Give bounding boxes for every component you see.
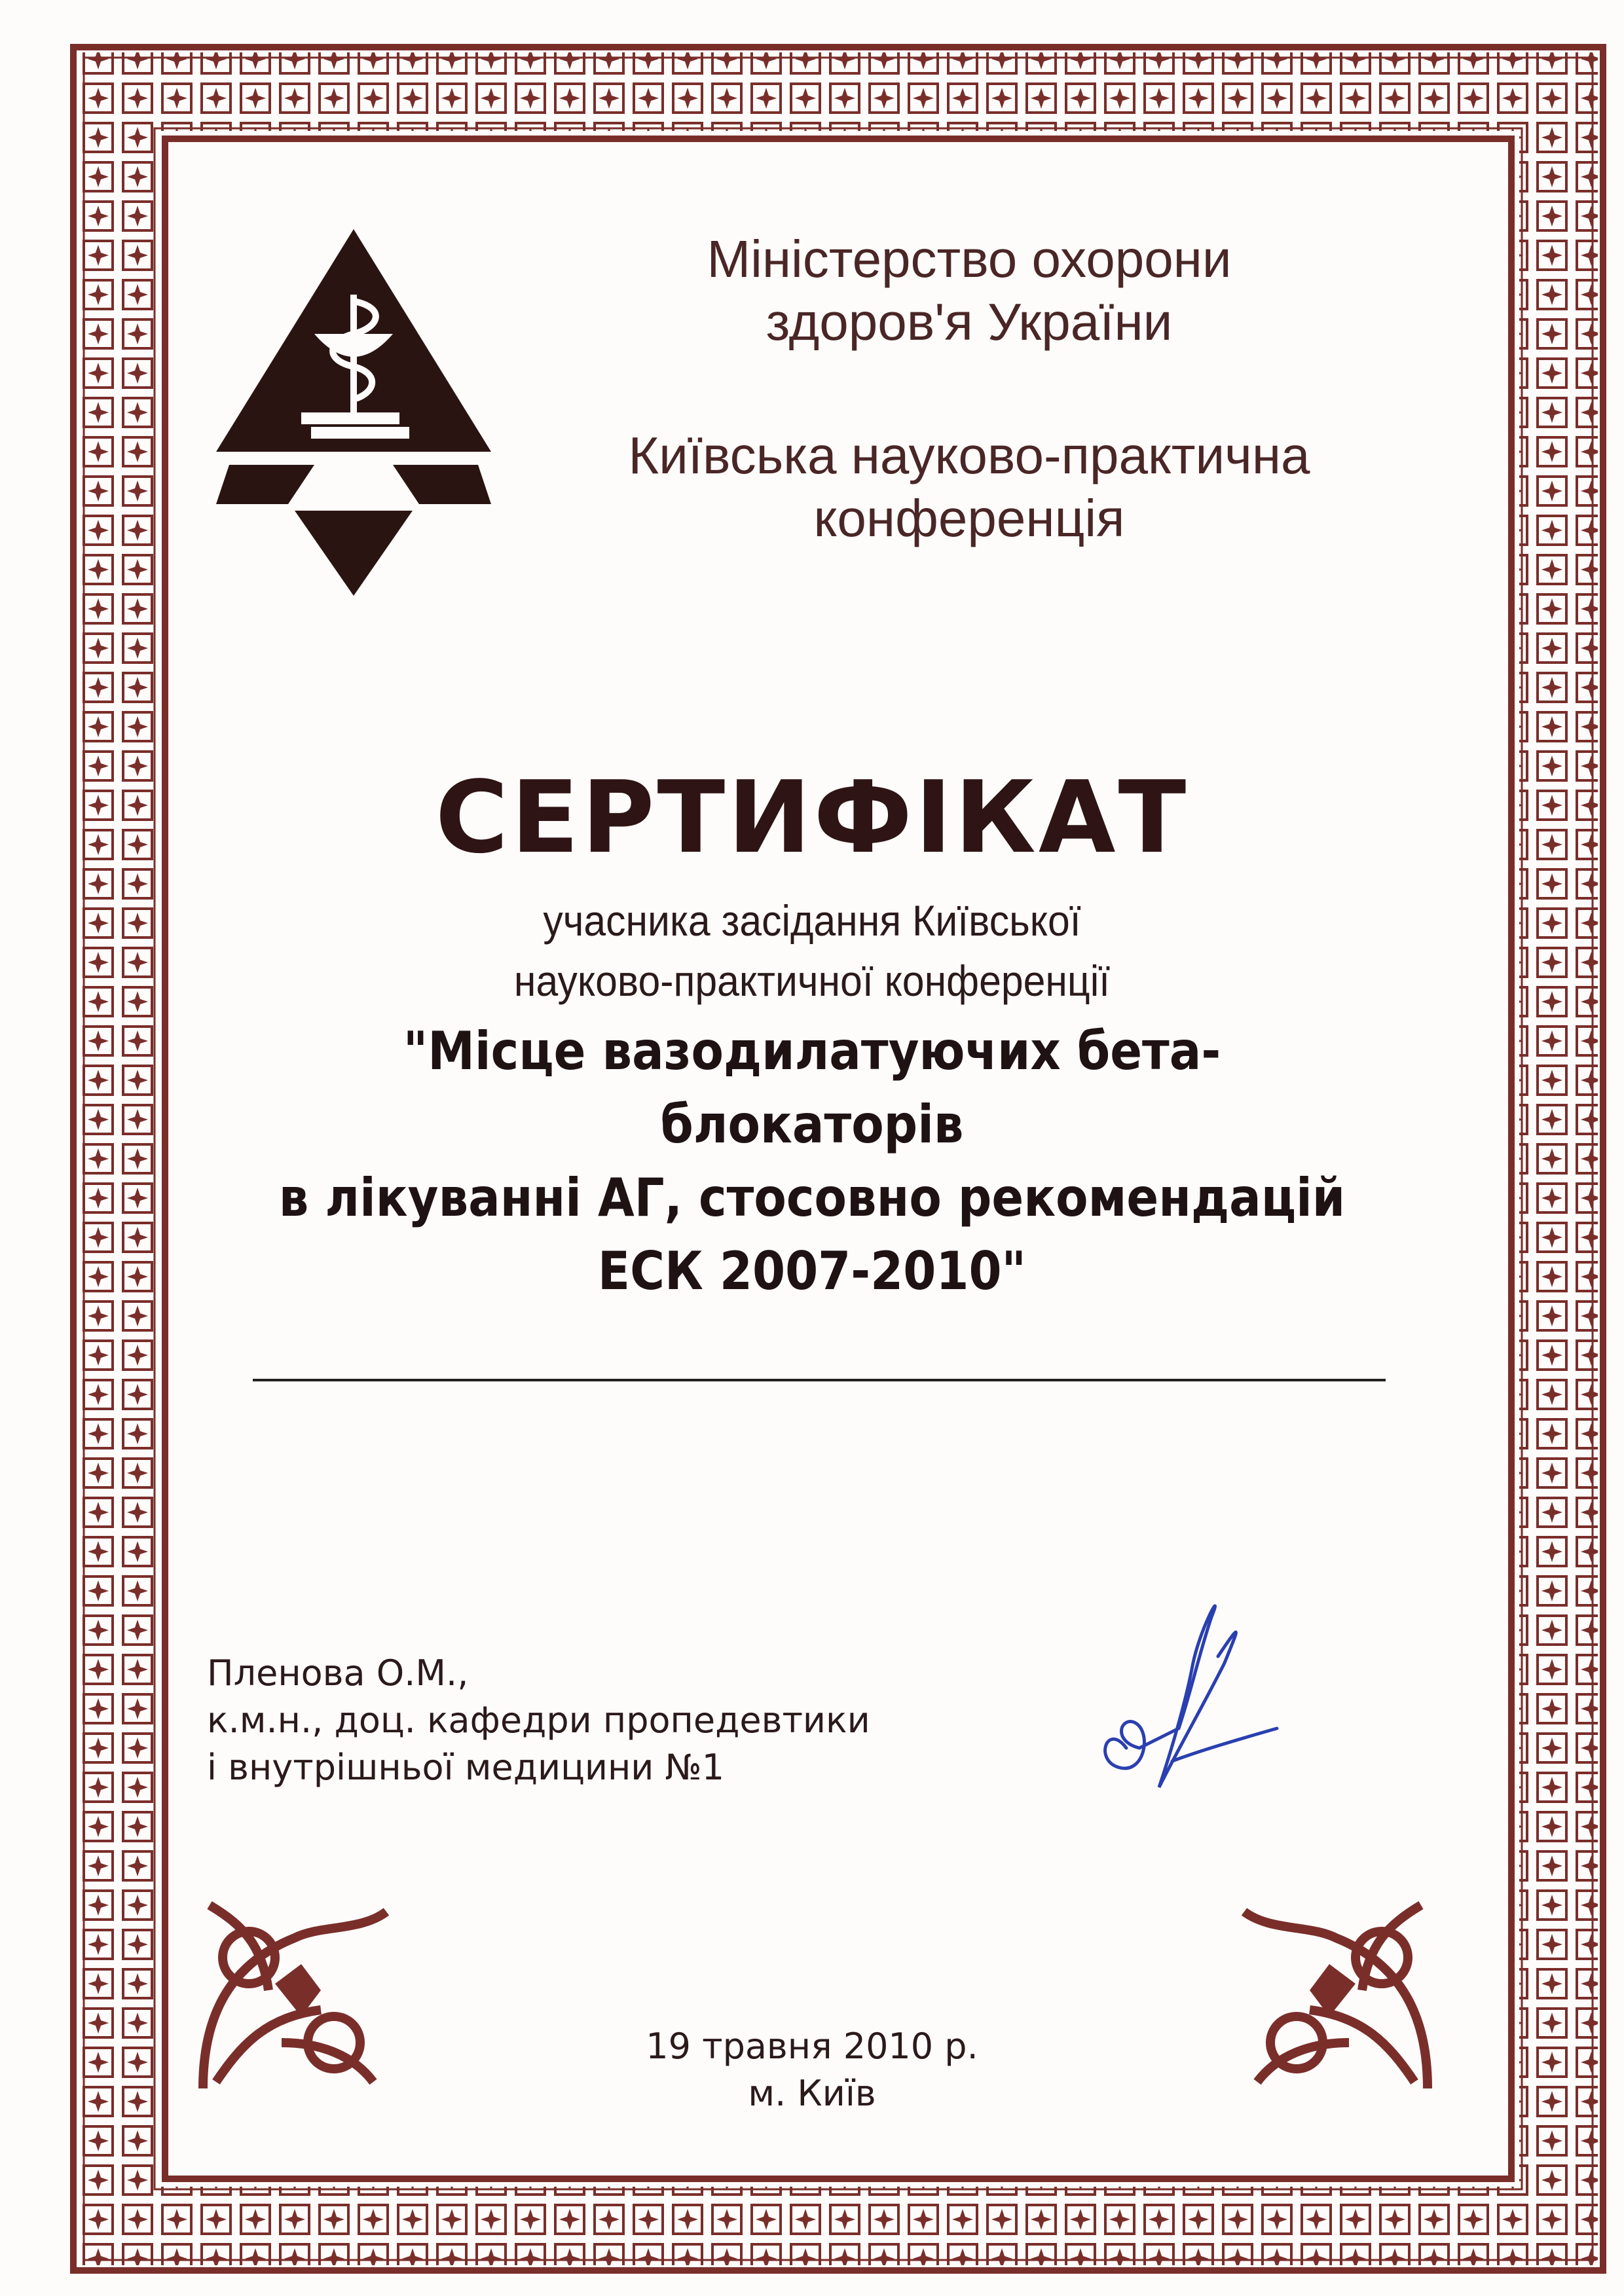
conference-topic	[252, 1015, 1372, 1308]
topic-line-1: "Місце вазодилатуючих бета-блокаторів	[403, 1021, 1221, 1155]
signatory-position-line-2: і внутрішньої медицини №1	[207, 1747, 725, 1788]
ministry-name	[576, 228, 1362, 354]
certificate-title: СЕРТИФІКАТ	[435, 759, 1189, 875]
topic-line-3: ЕСК 2007-2010"	[597, 1241, 1027, 1302]
date-place	[550, 2023, 1074, 2117]
handwritten-signature	[1048, 1591, 1283, 1813]
signatory-block	[207, 1650, 927, 1791]
floral-corner-ornament	[1231, 1886, 1441, 2102]
signatory-name: Пленова О.М.,	[207, 1652, 469, 1694]
conference-name	[511, 424, 1428, 550]
conference-line-2: конференція	[813, 489, 1125, 547]
issue-date: 19 травня 2010 р.	[646, 2026, 978, 2067]
subtitle-line-2: науково-практичної конференції	[513, 957, 1111, 1005]
conference-line-1: Київська науково-практична	[628, 426, 1310, 484]
signatory-position-line-1: к.м.н., доц. кафедри пропедевтики	[207, 1700, 870, 1741]
bowl-of-hygieia-triangle-logo	[216, 229, 491, 622]
subtitle-line-1: учасника засідання Київської	[543, 896, 1081, 945]
topic-line-2: в лікуванні АГ, стосовно рекомендацій	[278, 1167, 1346, 1228]
name-line	[253, 1379, 1386, 1381]
issue-city: м. Київ	[748, 2073, 876, 2114]
ministry-line-2: здоров'я України	[766, 293, 1173, 351]
floral-corner-ornament	[190, 1886, 399, 2102]
certificate-subtitle	[270, 890, 1354, 1011]
ministry-line-1: Міністерство охорони	[707, 230, 1232, 288]
